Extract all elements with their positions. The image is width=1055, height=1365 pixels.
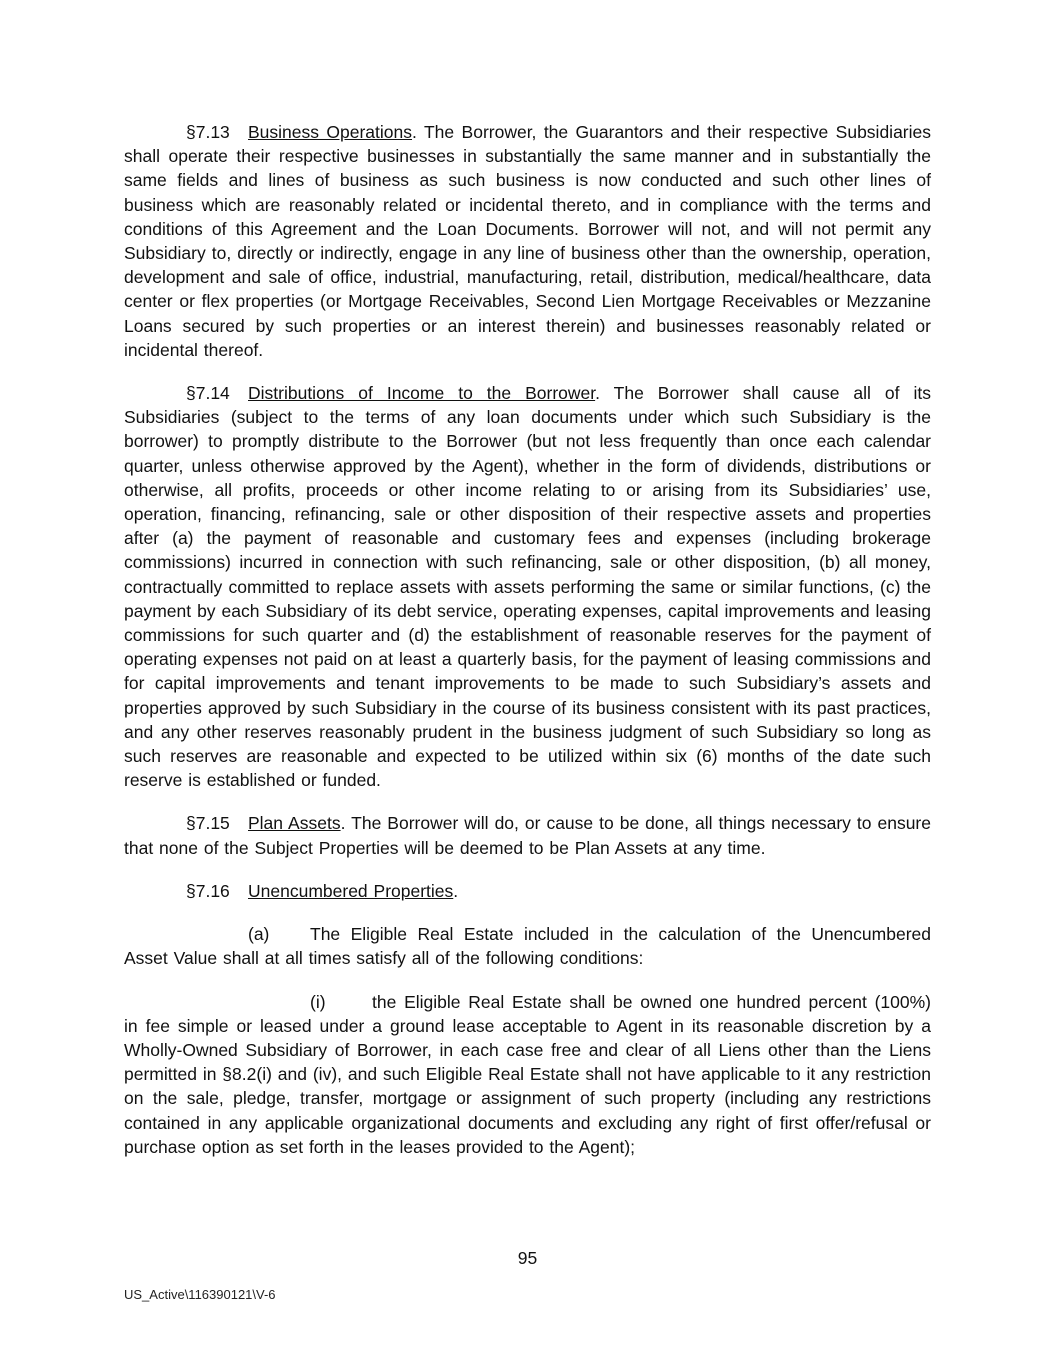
paragraph-clause-i	[124, 990, 931, 1159]
paragraph-section-7-13	[124, 120, 931, 362]
heading-period: .	[340, 813, 346, 834]
document-reference-footer: US_Active\116390121\V-6	[124, 1287, 276, 1302]
section-number: §7.15	[186, 813, 230, 834]
section-number: §7.14	[186, 383, 230, 404]
section-number: §7.13	[186, 122, 230, 142]
paragraph-section-7-16	[124, 879, 931, 903]
heading-period: .	[453, 880, 459, 901]
clause-body: the Eligible Real Estate shall be owned one hundred percent (100%) in fee simple or leased under a ground lease acceptable to Agent in its reasonable discretion by a Wholly-Owned Subsidiary of Borrower, in each case free and clear of all Liens other than the Liens permitted in §8.2(i) and (iv), and such Eligible Real Estate shall not have applicable to it any restriction on the sale, pledge, transfer, mortgage or assignment of such property (including any restrictions contained in any applicable organizational documents and excluding any right of first offer/refusal or purchase option as set forth in the leases provided to the Agent);	[124, 991, 931, 1157]
section-heading: Distributions of Income to the Borrower	[248, 383, 596, 404]
paragraph-section-7-14	[124, 381, 931, 792]
page-content	[124, 120, 931, 1178]
section-number: §7.16	[186, 880, 230, 901]
subsection-body: The Eligible Real Estate included in the calculation of the Unencumbered Asset Value shall at all times satisfy all of the following conditions:	[124, 924, 931, 969]
clause-label: (i)	[310, 991, 326, 1012]
heading-period: .	[412, 122, 417, 142]
paragraph-subsection-a	[124, 922, 931, 970]
section-heading: Unencumbered Properties	[248, 880, 454, 901]
section-heading: Plan Assets	[248, 813, 341, 834]
section-heading: Business Operations	[248, 122, 413, 142]
page-number: 95	[517, 1248, 538, 1268]
section-body: The Borrower shall cause all of its Subsidiaries (subject to the terms of any loan documents under which such Subsidiary is the borrower) to promptly distribute to the Borrower (but not less frequently than once each calendar quarter, unless otherwise approved by the Agent), whether in the form of dividends, distributions or otherwise, all profits, proceeds or other income relating to or arising from its Subsidiaries’ use, operation, financing, refinancing, sale or other disposition of their respective assets and properties after (a) the payment of reasonable and customary fees and expenses (including brokerage commissions) incurred in connection with such refinancing, sale or other disposition, (b) all money, contractually committed to replace assets with assets performing the same or similar functions, (c) the payment by each Subsidiary of its debt service, operating expenses, capital improvements and leasing commissions for such quarter and (d) the establishment of reasonable reserves for the payment of operating expenses not paid on at least a quarterly basis, for the payment of leasing commissions and for capital improvements and tenant improvements to be made to such Subsidiary’s assets and properties approved by such Subsidiary in the course of its business consistent with its past practices, and any other reserves reasonably prudent in the business judgment of such Subsidiary so long as such reserves are reasonable and expected to be utilized within six (6) months of the date such reserve is established or funded.	[124, 383, 931, 791]
section-body: The Borrower will do, or cause to be done, all things necessary to ensure that none of the Subject Properties will be deemed to be Plan Assets at any time.	[124, 813, 931, 858]
section-body: The Borrower, the Guarantors and their respective Subsidiaries shall operate their respective businesses in substantially the same manner and in substantially the same fields and lines of business as such business is now conducted and such other lines of business which are reasonably related or incidental thereto, and in compliance with the terms and conditions of this Agreement and the Loan Documents. Borrower will not, and will not permit any Subsidiary to, directly or indirectly, engage in any line of business other than the ownership, operation, development and sale of office, industrial, manufacturing, retail, distribution, medical/healthcare, data center or flex properties (or Mortgage Receivables, Second Lien Mortgage Receivables or Mezzanine Loans secured by such properties or an interest therein) and businesses reasonably related or incidental thereof.	[124, 122, 932, 360]
heading-period: .	[595, 383, 600, 404]
subsection-label: (a)	[248, 924, 270, 945]
paragraph-section-7-15	[124, 811, 931, 859]
